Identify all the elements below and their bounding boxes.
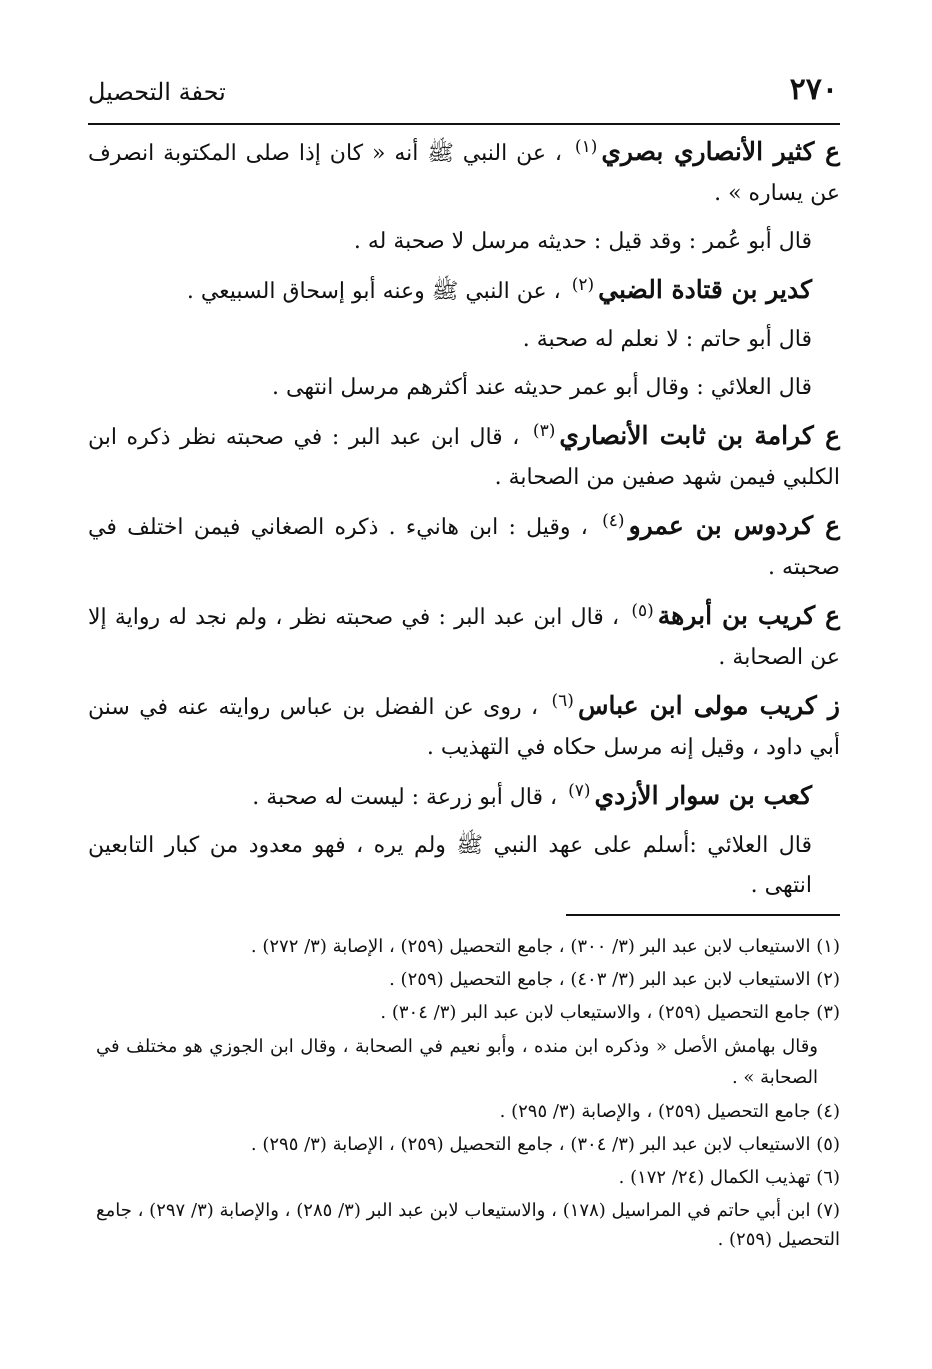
entry-kurayb-mawla bbox=[88, 686, 840, 768]
footnote-7: (٧) ابن أبي حاتم في المراسيل (١٧٨) ، والاستيعاب لابن عبد البر (٣/ ٢٨٥) ، والإصابة (٣/ ٢٩٧) ، جامع التحصيل (٢٥٩) . bbox=[96, 1200, 840, 1250]
entry-name: كعب بن سوار الأزدي bbox=[594, 781, 812, 810]
footnote-ref: (٣) bbox=[532, 420, 556, 441]
entry-name: ع كريب بن أبرهة bbox=[657, 601, 840, 630]
footnote-1: (١) الاستيعاب لابن عبد البر (٣/ ٣٠٠) ، جامع التحصيل (٢٥٩) ، الإصابة (٣/ ٢٧٢) . bbox=[250, 936, 840, 957]
entry-comment: قال العلائي :أسلم على عهد النبي ﷺ ولم يره ، فهو معدود من كبار التابعين انتهى . bbox=[88, 833, 812, 898]
entry-comment: قال أبو حاتم : لا نعلم له صحبة . bbox=[522, 327, 812, 352]
main-text bbox=[88, 132, 840, 914]
footnotes bbox=[96, 932, 840, 1258]
entry-name: ز كريب مولى ابن عباس bbox=[577, 691, 840, 720]
entry-karama bbox=[88, 416, 840, 498]
entry-kardus bbox=[88, 506, 840, 588]
entry-text: ، عن النبي ﷺ وعنه أبو إسحاق السبيعي . bbox=[186, 279, 561, 304]
entry-name: ع كردوس بن عمرو bbox=[628, 511, 840, 540]
footnote-5: (٥) الاستيعاب لابن عبد البر (٣/ ٣٠٤) ، جامع التحصيل (٢٥٩) ، الإصابة (٣/ ٢٩٥) . bbox=[250, 1134, 840, 1155]
page-header bbox=[88, 72, 838, 120]
footnote-ref: (٢) bbox=[571, 274, 595, 295]
footnote-ref: (١) bbox=[574, 136, 598, 157]
entry-kaab bbox=[88, 776, 840, 818]
entry-name: ع كثير الأنصاري بصري bbox=[601, 137, 840, 166]
entry-text: ، عن النبي ﷺ أنه « كان إذا صلى المكتوبة انصرف عن يساره » . bbox=[88, 141, 840, 206]
footnote-6: (٦) تهذيب الكمال (٢٤/ ١٧٢) . bbox=[618, 1167, 840, 1188]
footnote-ref: (٦) bbox=[551, 690, 574, 711]
entry-name: كدير بن قتادة الضبي bbox=[598, 275, 812, 304]
entry-comment: قال أبو عُمر : وقد قيل : حديثه مرسل لا صحبة له . bbox=[353, 229, 812, 254]
entry-kurayb-abraha bbox=[88, 596, 840, 678]
footnote-separator bbox=[566, 914, 840, 916]
footnote-3-margin-note: وقال بهامش الأصل « وذكره ابن منده ، وأبو نعيم في الصحابة ، وقال ابن الجوزي هو مختلف في الصحابة » . bbox=[96, 1036, 818, 1088]
footnote-ref: (٤) bbox=[602, 510, 625, 531]
entry-name: ع كرامة بن ثابت الأنصاري bbox=[559, 421, 840, 450]
page-number: ٢٧٠ bbox=[789, 72, 838, 107]
entry-text: ، روى عن الفضل بن عباس روايته عنه في سنن أبي داود ، وقيل إنه مرسل حكاه في التهذيب . bbox=[88, 695, 840, 760]
entry-kudayr bbox=[88, 270, 840, 312]
footnote-ref: (٧) bbox=[568, 780, 591, 801]
entry-text: ، قال أبو زرعة : ليست له صحبة . bbox=[252, 785, 558, 810]
footnote-2: (٢) الاستيعاب لابن عبد البر (٣/ ٤٠٣) ، جامع التحصيل (٢٥٩) . bbox=[389, 969, 840, 990]
entry-text: ، وقيل : ابن هانيء . ذكره الصغاني فيمن اختلف في صحبته . bbox=[88, 515, 840, 580]
header-rule bbox=[88, 123, 840, 125]
footnote-3: (٣) جامع التحصيل (٢٥٩) ، والاستيعاب لابن عبد البر (٣/ ٣٠٤) . bbox=[380, 1002, 840, 1023]
entry-kathir bbox=[88, 132, 840, 214]
entry-comment: قال العلائي : وقال أبو عمر حديثه عند أكثرهم مرسل انتهى . bbox=[272, 375, 812, 400]
footnote-ref: (٥) bbox=[631, 600, 654, 621]
footnote-4: (٤) جامع التحصيل (٢٥٩) ، والإصابة (٣/ ٢٩٥) . bbox=[499, 1101, 840, 1122]
entry-text: ، قال ابن عبد البر : في صحبته نظر ، ولم نجد له رواية إلا عن الصحابة . bbox=[88, 605, 840, 670]
running-title: تحفة التحصيل bbox=[88, 78, 226, 106]
entry-text: ، قال ابن عبد البر : في صحبته نظر ذكره ابن الكلبي فيمن شهد صفين من الصحابة . bbox=[88, 425, 840, 490]
